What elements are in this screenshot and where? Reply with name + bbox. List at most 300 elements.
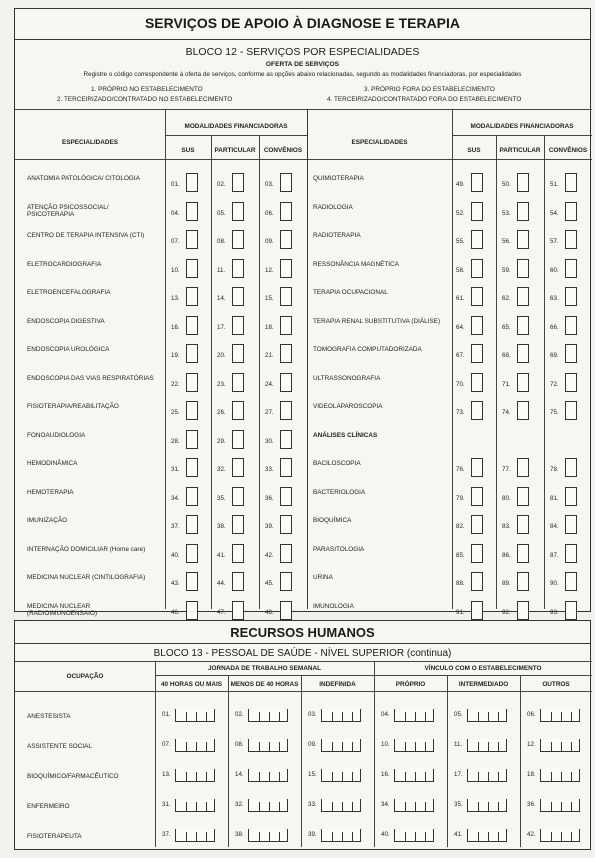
option-input-box[interactable] (280, 601, 292, 620)
option-code: 64. (456, 323, 465, 331)
header-modalidades-right: MODALIDADES FINANCIADORAS (470, 123, 574, 130)
specialty-label: VIDEOLAPAROSCOPIA (313, 403, 383, 410)
option-input-box[interactable] (232, 202, 244, 221)
hr-code: 11. (454, 741, 463, 748)
option-code: 73. (456, 409, 465, 416)
option-code: 05. (217, 209, 226, 217)
hr-count-input[interactable] (321, 709, 361, 722)
option-input-box[interactable] (471, 173, 483, 192)
hr-count-input[interactable] (540, 799, 580, 812)
instruction-text: Registre o código correspondente à oferta de serviços, conforme as opções abaixo relacionadas, segundo as modalidades financiadoras, por especialidades (83, 71, 522, 78)
option-code: 18. (265, 323, 274, 331)
option-code: 69. (550, 352, 559, 359)
hr-block (14, 620, 591, 850)
option-code: 61. (456, 295, 465, 302)
option-code: 33. (265, 466, 274, 473)
option-input-box[interactable] (565, 601, 577, 620)
option-code: 80. (502, 494, 511, 502)
option-code: 42. (265, 551, 274, 559)
header-bottom-border (15, 159, 592, 160)
option-code: 84. (550, 523, 559, 530)
hr-count-input[interactable] (540, 739, 580, 752)
column-divider (211, 135, 212, 609)
option-input-box[interactable] (232, 259, 244, 278)
hr-code: 14. (235, 771, 244, 778)
option-code: 71. (502, 380, 511, 388)
specialty-label: CENTRO DE TERAPIA INTENSIVA (CTI) (27, 232, 145, 239)
option-input-box[interactable] (280, 344, 292, 363)
option-code: 87. (550, 551, 559, 559)
header-convenios-left: CONVÊNIOS (263, 147, 303, 154)
option-input-box[interactable] (280, 259, 292, 278)
option-input-box[interactable] (186, 430, 198, 449)
hr-count-input[interactable] (394, 769, 434, 782)
hr-count-input[interactable] (394, 739, 434, 752)
occupation-label: FISIOTERAPEUTA (27, 833, 82, 840)
right-mod-divider (452, 135, 592, 136)
hr-count-input[interactable] (248, 709, 288, 722)
option-code: 41. (217, 551, 226, 559)
option-input-box[interactable] (565, 487, 577, 506)
jornada-divider (155, 675, 374, 676)
hr-count-input[interactable] (321, 799, 361, 812)
option-code: 12. (265, 266, 274, 274)
hr-count-input[interactable] (467, 769, 507, 782)
option-code: 59. (502, 266, 511, 274)
hr-code: 36. (527, 801, 536, 808)
option-code: 92. (502, 608, 511, 616)
hr-count-input[interactable] (540, 829, 580, 842)
option-code: 37. (171, 523, 180, 530)
hr-code: 38. (235, 831, 244, 838)
specialty-label: FISIOTERAPIA/REABILITAÇÃO (27, 403, 119, 410)
option-code: 90. (550, 580, 559, 587)
option-code: 83. (502, 523, 511, 530)
section-label: ANÁLISES CLÍNICAS (313, 431, 378, 439)
header-convenios-right: CONVÊNIOS (548, 147, 588, 154)
option-code: 40. (171, 551, 180, 559)
hr-code: 09. (308, 741, 317, 748)
hr-code: 35. (454, 801, 463, 808)
option-code: 07. (171, 238, 180, 245)
services-block (14, 8, 591, 618)
hr-code: 03. (308, 711, 317, 718)
option-input-box[interactable] (280, 230, 292, 249)
option-input-box[interactable] (517, 202, 529, 221)
option-code: 88. (456, 580, 465, 587)
option-input-box[interactable] (565, 373, 577, 392)
option-input-box[interactable] (471, 373, 483, 392)
option-input-box[interactable] (517, 515, 529, 534)
option-input-box[interactable] (471, 401, 483, 420)
option-input-box[interactable] (517, 373, 529, 392)
hr-column-divider (447, 675, 448, 847)
specialty-label: TERAPIA RENAL SUBSTITUTIVA (DIÁLISE) (313, 317, 441, 325)
hr-code: 17. (454, 771, 463, 778)
option-input-box[interactable] (186, 601, 198, 620)
option-input-box[interactable] (565, 515, 577, 534)
hr-code: 02. (235, 711, 244, 718)
hr-code: 31. (162, 801, 171, 808)
option-code: 65. (502, 323, 511, 331)
vinculo-divider (374, 675, 592, 676)
hr-code: 37. (162, 831, 171, 838)
option-input-box[interactable] (186, 259, 198, 278)
hr-count-input[interactable] (394, 829, 434, 842)
option-code: 60. (550, 266, 559, 274)
option-code: 30. (265, 437, 274, 445)
hr-table-top (15, 661, 592, 662)
header-modalidades-left: MODALIDADES FINANCIADORAS (184, 123, 288, 130)
hr-count-input[interactable] (175, 829, 215, 842)
header-jornada: JORNADA DE TRABALHO SEMANAL (207, 665, 322, 672)
hr-count-input[interactable] (540, 709, 580, 722)
hr-code: 08. (235, 741, 244, 748)
option-code: 19. (171, 352, 180, 359)
block-13-title: BLOCO 13 - PESSOAL DE SAÚDE - NÍVEL SUPERIOR (continua) (153, 648, 452, 659)
option-input-box[interactable] (471, 601, 483, 620)
hr-code: 42. (527, 831, 536, 838)
option-code: 75. (550, 409, 559, 416)
option-code: 50. (502, 181, 511, 188)
option-code: 20. (217, 352, 226, 359)
option-input-box[interactable] (280, 202, 292, 221)
hr-count-input[interactable] (394, 709, 434, 722)
column-divider (452, 109, 453, 609)
hr-count-input[interactable] (321, 829, 361, 842)
option-input-box[interactable] (565, 287, 577, 306)
option-input-box[interactable] (517, 401, 529, 420)
option-input-box[interactable] (232, 572, 244, 591)
option-code: 45. (265, 580, 274, 587)
specialty-label: ENDOSCOPIA DAS VIAS RESPIRATÓRIAS (27, 374, 154, 382)
option-input-box[interactable] (280, 572, 292, 591)
specialty-label: BACILOSCOPIA (313, 460, 361, 467)
option-input-box[interactable] (517, 259, 529, 278)
services-title: SERVIÇOS DE APOIO À DIAGNOSE E TERAPIA (144, 15, 461, 31)
option-input-box[interactable] (280, 287, 292, 306)
column-divider (259, 135, 260, 609)
option-input-box[interactable] (565, 544, 577, 563)
option-input-box[interactable] (565, 401, 577, 420)
option-code: 72. (550, 380, 559, 388)
option-code: 49. (456, 181, 465, 188)
option-code: 52. (456, 209, 465, 217)
option-code: 70. (456, 380, 465, 388)
option-input-box[interactable] (280, 458, 292, 477)
option-input-box[interactable] (186, 173, 198, 192)
hr-code: 06. (527, 711, 536, 718)
specialty-label: RADIOLOGIA (313, 203, 353, 211)
option-input-box[interactable] (517, 572, 529, 591)
hr-code: 39. (308, 831, 317, 838)
option-input-box[interactable] (232, 515, 244, 534)
option-input-box[interactable] (232, 287, 244, 306)
option-input-box[interactable] (517, 344, 529, 363)
option-1: 1. PRÓPRIO NO ESTABELECIMENTO (91, 86, 203, 93)
option-input-box[interactable] (232, 230, 244, 249)
option-code: 08. (217, 238, 226, 245)
hr-column-divider (301, 675, 302, 847)
option-code: 03. (265, 181, 274, 188)
option-input-box[interactable] (280, 173, 292, 192)
specialty-label: MEDICINA NUCLEAR (RADIOIMUNOENSAIO) (27, 602, 97, 618)
hr-count-input[interactable] (321, 739, 361, 752)
column-divider (544, 135, 545, 609)
column-divider (496, 135, 497, 609)
hr-count-input[interactable] (175, 799, 215, 812)
hr-code: 01. (162, 711, 171, 718)
option-code: 28. (171, 437, 180, 445)
option-input-box[interactable] (471, 202, 483, 221)
specialty-label: INTERNAÇÃO DOMICILIAR (Home care) (27, 545, 146, 553)
option-4: 4. TERCEIRIZADO/CONTRATADO FORA DO ESTABELECIMENTO (327, 96, 522, 103)
option-input-box[interactable] (471, 487, 483, 506)
option-code: 78. (550, 466, 559, 473)
option-code: 82. (456, 523, 465, 530)
option-code: 76. (456, 466, 465, 473)
option-code: 62. (502, 295, 511, 302)
option-code: 55. (456, 238, 465, 245)
hr-code: 05. (454, 711, 463, 718)
option-code: 47. (217, 608, 226, 616)
occupation-label: ANESTESISTA (27, 713, 71, 720)
option-code: 14. (217, 295, 226, 302)
option-input-box[interactable] (471, 259, 483, 278)
option-input-box[interactable] (232, 401, 244, 420)
option-input-box[interactable] (232, 430, 244, 449)
option-input-box[interactable] (280, 487, 292, 506)
option-code: 53. (502, 209, 511, 217)
specialty-label: ELETROENCEFALOGRAFIA (27, 289, 111, 296)
option-input-box[interactable] (232, 544, 244, 563)
option-code: 79. (456, 494, 465, 502)
option-3: 3. PRÓPRIO FORA DO ESTABELECIMENTO (364, 86, 495, 93)
option-input-box[interactable] (517, 458, 529, 477)
option-input-box[interactable] (186, 401, 198, 420)
hr-count-input[interactable] (394, 799, 434, 812)
option-code: 38. (217, 523, 226, 530)
option-input-box[interactable] (517, 601, 529, 620)
offer-subtitle: OFERTA DE SERVIÇOS (265, 61, 340, 68)
hr-count-input[interactable] (248, 769, 288, 782)
subheader-2: INDEFINIDA (319, 681, 356, 688)
option-input-box[interactable] (565, 259, 577, 278)
option-code: 25. (171, 409, 180, 416)
option-code: 46. (171, 608, 180, 616)
option-code: 24. (265, 380, 274, 388)
option-code: 15. (265, 295, 274, 302)
option-input-box[interactable] (232, 316, 244, 335)
specialty-label: ENDOSCOPIA UROLÓGICA (27, 346, 110, 353)
hr-count-input[interactable] (321, 769, 361, 782)
option-input-box[interactable] (186, 487, 198, 506)
option-input-box[interactable] (565, 202, 577, 221)
option-input-box[interactable] (471, 458, 483, 477)
option-input-box[interactable] (517, 173, 529, 192)
option-code: 21. (265, 352, 274, 359)
hr-code: 18. (527, 771, 536, 778)
hr-count-input[interactable] (467, 829, 507, 842)
hr-count-input[interactable] (248, 739, 288, 752)
option-input-box[interactable] (186, 287, 198, 306)
option-code: 10. (171, 266, 180, 274)
option-code: 91. (456, 608, 465, 616)
option-input-box[interactable] (565, 173, 577, 192)
option-input-box[interactable] (517, 287, 529, 306)
option-code: 57. (550, 238, 559, 245)
hr-code: 04. (381, 711, 390, 718)
hr-code: 10. (381, 741, 390, 748)
specialty-label: RADIOTERAPIA (313, 232, 361, 239)
specialty-label: IMUNOLOGIA (313, 602, 354, 610)
option-code: 63. (550, 295, 559, 302)
option-code: 81. (550, 494, 559, 502)
subheader-4: INTERMEDIADO (458, 681, 509, 688)
option-input-box[interactable] (565, 458, 577, 477)
option-input-box[interactable] (232, 344, 244, 363)
option-code: 04. (171, 209, 180, 217)
option-input-box[interactable] (471, 230, 483, 249)
specialty-label: TOMOGRAFIA COMPUTADORIZADA (313, 346, 422, 353)
hr-count-input[interactable] (248, 799, 288, 812)
option-input-box[interactable] (232, 458, 244, 477)
option-code: 56. (502, 238, 511, 245)
specialty-label: ENDOSCOPIA DIGESTIVA (27, 317, 105, 325)
specialty-label: QUIMIOTERAPIA (313, 175, 364, 182)
header-especialidades-left: ESPECIALIDADES (61, 139, 119, 146)
hr-count-input[interactable] (175, 739, 215, 752)
option-input-box[interactable] (565, 344, 577, 363)
hr-code: 12. (527, 741, 536, 748)
specialty-label: RESSONÂNCIA MAGNÉTICA (313, 260, 399, 268)
option-code: 27. (265, 409, 274, 416)
subheader-0: 40 HORAS OU MAIS (160, 681, 223, 688)
hr-column-divider (228, 675, 229, 847)
hr-code: 07. (162, 741, 171, 748)
option-input-box[interactable] (232, 487, 244, 506)
option-input-box[interactable] (186, 515, 198, 534)
option-input-box[interactable] (280, 430, 292, 449)
option-code: 43. (171, 580, 180, 587)
option-code: 09. (265, 238, 274, 245)
option-input-box[interactable] (565, 230, 577, 249)
option-input-box[interactable] (186, 230, 198, 249)
option-code: 54. (550, 209, 559, 217)
hr-code: 34. (381, 801, 390, 808)
specialty-label: ANATOMIA PATOLÓGICA/ CITOLOGIA (27, 175, 140, 182)
option-input-box[interactable] (517, 487, 529, 506)
specialty-label: HEMODINÂMICA (27, 460, 78, 467)
option-input-box[interactable] (186, 202, 198, 221)
hr-count-input[interactable] (467, 739, 507, 752)
option-input-box[interactable] (471, 515, 483, 534)
hr-count-input[interactable] (540, 769, 580, 782)
option-input-box[interactable] (565, 316, 577, 335)
header-particular-right: PARTICULAR (499, 147, 541, 154)
option-input-box[interactable] (232, 373, 244, 392)
option-code: 02. (217, 181, 226, 188)
option-code: 01. (171, 181, 180, 188)
subheader-5: OUTROS (542, 681, 570, 688)
option-input-box[interactable] (471, 316, 483, 335)
option-input-box[interactable] (471, 544, 483, 563)
hr-code: 40. (381, 831, 390, 838)
hr-count-input[interactable] (467, 709, 507, 722)
option-code: 89. (502, 580, 511, 587)
hr-code: 13. (162, 771, 171, 778)
option-code: 13. (171, 295, 180, 302)
subheader-3: PRÓPRIO (395, 681, 426, 688)
hr-count-input[interactable] (175, 769, 215, 782)
option-code: 67. (456, 352, 465, 359)
option-input-box[interactable] (517, 544, 529, 563)
hr-column-divider (520, 675, 521, 847)
hr-count-input[interactable] (175, 709, 215, 722)
specialty-label: ULTRASSONOGRAFIA (313, 374, 381, 382)
option-input-box[interactable] (232, 601, 244, 620)
specialty-label: HEMOTERAPIA (27, 488, 74, 496)
option-code: 31. (171, 466, 180, 473)
option-input-box[interactable] (517, 316, 529, 335)
option-input-box[interactable] (186, 572, 198, 591)
hr-table (15, 621, 592, 851)
services-table (15, 9, 592, 618)
option-code: 23. (217, 380, 226, 388)
hr-code: 41. (454, 831, 463, 838)
option-code: 32. (217, 466, 226, 473)
hr-code: 33. (308, 801, 317, 808)
hr-count-input[interactable] (467, 799, 507, 812)
option-input-box[interactable] (186, 458, 198, 477)
option-input-box[interactable] (280, 544, 292, 563)
option-code: 39. (265, 523, 274, 530)
option-code: 36. (265, 494, 274, 502)
option-input-box[interactable] (280, 401, 292, 420)
occupation-label: ASSISTENTE SOCIAL (27, 743, 92, 750)
option-input-box[interactable] (280, 316, 292, 335)
option-input-box[interactable] (232, 173, 244, 192)
option-code: 16. (171, 323, 180, 331)
option-input-box[interactable] (471, 344, 483, 363)
hr-count-input[interactable] (248, 829, 288, 842)
option-input-box[interactable] (565, 572, 577, 591)
header-ocupacao: OCUPAÇÃO (66, 673, 104, 680)
option-code: 58. (456, 266, 465, 274)
option-input-box[interactable] (186, 544, 198, 563)
option-code: 29. (217, 437, 226, 445)
option-code: 48. (265, 608, 274, 616)
specialty-label: IMUNIZAÇÃO (27, 517, 68, 524)
option-input-box[interactable] (280, 373, 292, 392)
header-especialidades-right: ESPECIALIDADES (351, 139, 408, 146)
specialty-label: ELETROCARDIOGRAFIA (27, 260, 102, 268)
option-input-box[interactable] (517, 230, 529, 249)
option-input-box[interactable] (186, 316, 198, 335)
option-input-box[interactable] (280, 515, 292, 534)
option-input-box[interactable] (186, 373, 198, 392)
option-input-box[interactable] (471, 287, 483, 306)
option-input-box[interactable] (471, 572, 483, 591)
option-code: 11. (217, 266, 226, 274)
option-code: 34. (171, 494, 180, 502)
option-input-box[interactable] (186, 344, 198, 363)
option-code: 66. (550, 323, 559, 331)
option-code: 74. (502, 409, 511, 416)
specialty-label: BACTERIOLOGIA (313, 488, 366, 496)
column-divider (165, 109, 166, 609)
option-code: 77. (502, 466, 511, 473)
